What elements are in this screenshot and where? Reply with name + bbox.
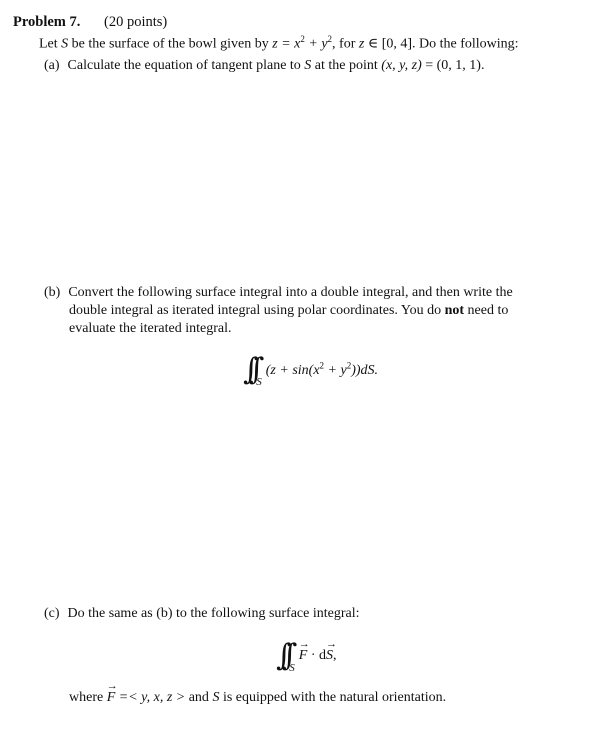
double-integral-sign: ∫∫	[276, 638, 288, 673]
integrand	[299, 648, 337, 663]
integrand	[265, 360, 379, 378]
intro-text: , for	[332, 36, 359, 52]
problem-number: Problem 7.	[13, 14, 81, 30]
part-c-label: (c)	[44, 606, 60, 621]
intro-text: Let	[39, 36, 62, 52]
part-c-text: where	[69, 690, 107, 705]
part-c-line1	[44, 606, 360, 622]
exponent: 2	[327, 34, 333, 44]
part-b-line1	[44, 285, 513, 301]
z-symbol: z	[358, 36, 365, 52]
part-c-text: and	[185, 690, 213, 705]
integrand-part: + y	[324, 362, 347, 378]
vector-F: → F	[107, 690, 116, 706]
problem-header	[13, 14, 167, 31]
surface-equation: + y	[304, 36, 328, 52]
exponent: 2	[319, 360, 325, 371]
part-b-text: double integral as iterated integral using polar coordinates. You do	[69, 303, 445, 318]
part-b-text: evaluate the iterated integral.	[69, 321, 232, 336]
part-a-text: = (0, 1, 1).	[421, 58, 485, 73]
part-b-line2	[69, 303, 508, 319]
part-b-line3	[69, 321, 231, 337]
integral-subscript: S	[256, 375, 262, 388]
exponent: 2	[346, 360, 352, 371]
dot-operator: · d	[307, 647, 326, 663]
part-c-text: Do the same as (b) to the following surface integral:	[67, 606, 360, 621]
part-a	[44, 58, 484, 74]
part-b-text: Convert the following surface integral into a double integral, and then write the	[68, 285, 513, 300]
vector-field-def: =< y, x, z >	[115, 690, 186, 705]
integral-subscript: S	[289, 661, 295, 674]
part-b-label: (b)	[44, 285, 61, 300]
emphasis-not: not	[444, 303, 465, 318]
double-integral-sign: ∫∫	[243, 352, 255, 387]
comma: ,	[333, 647, 337, 663]
surface-symbol: S	[61, 36, 69, 52]
part-b-text: need to	[464, 303, 509, 318]
intro-line	[39, 34, 519, 53]
part-a-label: (a)	[44, 58, 60, 73]
integrand-part: (z + sin(x	[265, 362, 320, 378]
part-c-text: is equipped with the natural orientation.	[219, 690, 447, 705]
surface-equation: z = x	[272, 36, 301, 52]
part-a-text: at the point	[311, 58, 382, 73]
vector-S: → S	[326, 648, 333, 664]
part-c-line2	[69, 690, 446, 706]
exponent: 2	[300, 34, 305, 44]
surface-symbol: S	[212, 690, 220, 705]
surface-integral-c	[276, 638, 337, 673]
point-coords: (x, y, z)	[381, 58, 422, 73]
surface-integral-b	[243, 352, 378, 387]
intro-text: be the surface of the bowl given by	[68, 36, 273, 52]
part-a-text: Calculate the equation of tangent plane to	[67, 58, 305, 73]
vector-F: → F	[299, 648, 308, 664]
surface-symbol: S	[304, 58, 312, 73]
problem-points: (20 points)	[104, 14, 168, 30]
integrand-part: ))dS.	[351, 362, 379, 378]
intro-text: ∈ [0, 4]. Do the following:	[364, 36, 519, 52]
